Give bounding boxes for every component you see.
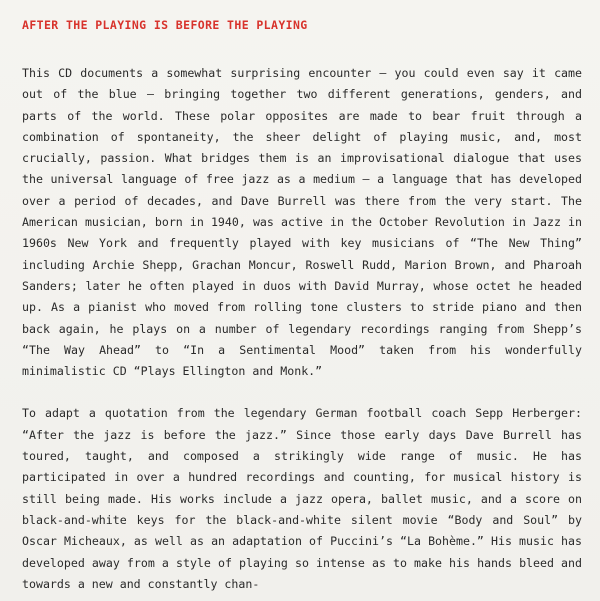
body-paragraph-2: To adapt a quotation from the legendary German football coach Sepp Herberger: “After the jazz is before the jazz.” Since those early days Dave Burrell has toured, taught, and composed a strikingly wide range of music. He has participated in over a hundred recordings and counting, for musical history is still being made. His works include a jazz opera, ballet music, and a score on black-and-white keys for the black-and-white silent movie “Body and Soul” by Oscar Micheaux, as well as an adaptation of Puccini’s “La Bohème.” His music has developed away from a style of playing so intense as to make his hands bleed and towards a new and constantly chan- bbox=[22, 406, 582, 591]
paragraph-spacer bbox=[22, 382, 582, 403]
section-heading: AFTER THE PLAYING IS BEFORE THE PLAYING bbox=[22, 18, 308, 32]
body-paragraph-1: This CD documents a somewhat surprising encounter – you could even say it came out of the blue – bringing together two different generations, genders, and parts of the world. These polar opposites are made to bear fruit through a combination of spontaneity, the sheer delight of playing music, and, most crucially, passion. What bridges them is an improvisational dialogue that uses the universal language of free jazz as a medium – a language that has developed over a period of decades, and Dave Burrell was there from the very start. The American musician, born in 1940, was active in the October Revolution in Jazz in 1960s New York and frequently played with key musicians of “The New Thing” including Archie Shepp, Grachan Moncur, Roswell Rudd, Marion Brown, and Pharoah Sanders; later he often played in duos with David Murray, whose octet he headed up. As a pianist who moved from rolling tone clusters to stride piano and then back again, he plays on a number of legendary recordings ranging from Shepp’s “The Way Ahead” to “In a Sentimental Mood” taken from his wonderfully minimalistic CD “Plays Ellington and Monk.” bbox=[22, 66, 582, 379]
